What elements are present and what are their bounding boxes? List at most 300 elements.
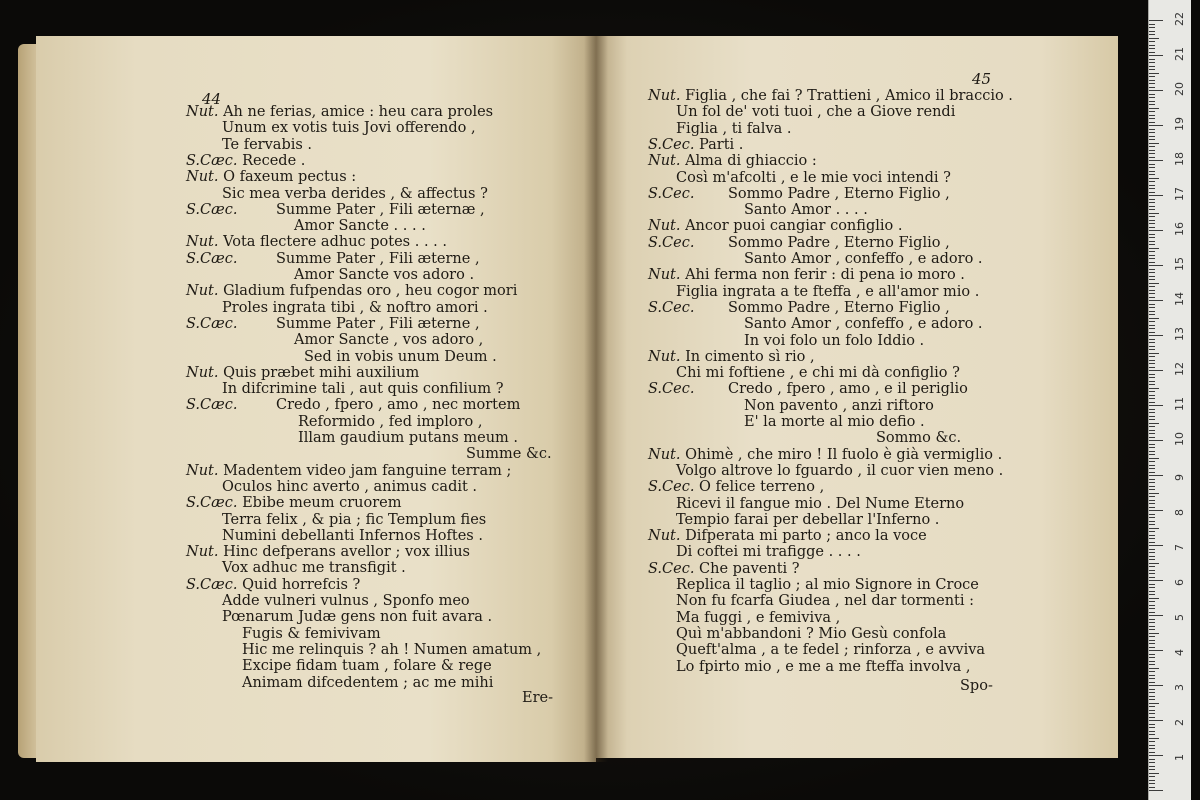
speaker-label: S.Cæc.	[186, 315, 238, 332]
ruler-tick	[1149, 416, 1155, 417]
text-line	[676, 104, 955, 121]
ruler-tick	[1149, 90, 1163, 91]
line-text: Quis præbet mihi auxilium	[223, 364, 420, 381]
ruler-tick	[1149, 500, 1155, 501]
ruler-tick	[1149, 514, 1155, 515]
text-line	[186, 234, 447, 251]
text-line	[222, 560, 406, 577]
ruler-label: 18	[1173, 152, 1186, 166]
line-text: Amor Sancte , vos adoro ,	[294, 332, 484, 349]
ruler-tick	[1149, 199, 1155, 200]
line-text: Sommo &c.	[876, 430, 962, 447]
ruler-tick	[1149, 237, 1155, 238]
ruler-tick	[1149, 524, 1155, 525]
ruler-label: 6	[1173, 579, 1186, 586]
text-line	[294, 267, 474, 284]
ruler-tick	[1149, 577, 1155, 578]
text-line	[186, 251, 480, 268]
line-text: Pœnarum Judæ gens non fuit avara .	[222, 609, 493, 626]
line-text: Credo , fpero , amo , e il periglio	[728, 381, 968, 398]
text-line	[186, 202, 485, 219]
text-line	[648, 349, 815, 366]
ruler-tick	[1149, 489, 1155, 490]
line-text: Ahi ferma non ferir : di pena io moro .	[685, 267, 965, 284]
ruler-tick	[1149, 766, 1155, 767]
ruler-tick	[1149, 503, 1155, 504]
ruler-tick	[1149, 535, 1155, 536]
ruler-tick	[1149, 34, 1155, 35]
text-line	[676, 577, 979, 594]
ruler-tick	[1149, 776, 1155, 777]
line-text: Santo Amor , confeffo , e adoro .	[744, 251, 983, 267]
text-line	[744, 251, 983, 268]
ruler-tick	[1149, 731, 1155, 732]
line-text: Volgo altrove lo fguardo , il cuor vien meno .	[676, 462, 1004, 479]
ruler-tick	[1149, 675, 1155, 676]
ruler-tick	[1149, 409, 1155, 410]
scale-ruler	[1148, 0, 1191, 800]
ruler-tick	[1149, 748, 1155, 749]
ruler-tick	[1149, 461, 1155, 462]
ruler-tick	[1149, 297, 1155, 298]
line-text: Quì m'abbandoni ? Mio Gesù confola	[676, 625, 947, 642]
text-line	[186, 463, 511, 480]
speaker-label: S.Cæc.	[186, 495, 243, 512]
ruler-tick	[1149, 433, 1155, 434]
text-line	[242, 658, 492, 675]
line-text: Santo Amor , confeffo , e adoro .	[744, 316, 983, 333]
ruler-tick	[1149, 738, 1159, 739]
ruler-tick	[1149, 601, 1155, 602]
ruler-tick	[1149, 682, 1155, 683]
ruler-label: 22	[1173, 12, 1186, 26]
line-text: Vox adhuc me transfigit .	[222, 560, 406, 577]
text-line	[744, 316, 983, 333]
line-text: Un fol de' voti tuoi , che a Giove rendi	[676, 104, 956, 121]
line-text: Ma fuggi , e femiviva ,	[676, 609, 841, 626]
ruler-tick	[1149, 24, 1155, 25]
line-text: Non pavento , anzi riftoro	[744, 397, 934, 414]
ruler-tick	[1149, 220, 1155, 221]
ruler-tick	[1149, 38, 1159, 39]
text-line	[186, 397, 520, 414]
ruler-tick	[1149, 290, 1155, 291]
book-gutter	[584, 36, 608, 762]
speaker-label: Nut.	[648, 153, 686, 170]
ruler-tick	[1149, 605, 1155, 606]
line-text: Figlia , che fai ? Trattieni , Amico il braccio .	[685, 88, 1013, 104]
ruler-tick	[1149, 566, 1155, 567]
line-text: Adde vulneri vulnus , Sponfo meo	[222, 593, 470, 609]
text-line	[676, 512, 939, 529]
ruler-tick	[1149, 741, 1155, 742]
ruler-tick	[1149, 234, 1155, 235]
line-text: E' la morte al mio defio .	[744, 414, 925, 430]
text-line	[222, 593, 470, 610]
ruler-tick	[1149, 619, 1155, 620]
text-line	[648, 186, 950, 203]
ruler-tick	[1149, 475, 1163, 476]
ruler-tick	[1149, 41, 1155, 42]
ruler-tick	[1149, 76, 1155, 77]
line-text: Di coftei mi trafigge . . . .	[676, 544, 861, 561]
line-text: Unum ex votis tuis Jovi offerendo ,	[222, 120, 476, 137]
ruler-label: 16	[1173, 222, 1186, 236]
line-text: Figlia ingrata a te fteffa , e all'amor mio .	[676, 283, 980, 300]
ruler-tick	[1149, 59, 1155, 60]
text-line	[648, 447, 1002, 464]
text-line	[676, 610, 840, 627]
line-text: Ebibe meum cruorem	[242, 495, 402, 512]
line-text: Amor Sancte . . . .	[294, 218, 426, 235]
ruler-tick	[1149, 570, 1155, 571]
ruler-tick	[1149, 101, 1155, 102]
speaker-label: S.Cec.	[648, 299, 695, 316]
ruler-tick	[1149, 181, 1155, 182]
line-text: Animam difcedentem ; ac me mihi	[242, 674, 494, 691]
ruler-tick	[1149, 122, 1155, 123]
line-text: Proles ingrata tibi , & noftro amori .	[222, 299, 488, 316]
ruler-tick	[1149, 94, 1155, 95]
ruler-tick	[1149, 647, 1155, 648]
text-line	[676, 284, 979, 301]
ruler-tick	[1149, 370, 1163, 371]
speaker-label: S.Cæc.	[186, 152, 243, 169]
ruler-tick	[1149, 146, 1155, 147]
ruler-tick	[1149, 594, 1155, 595]
page-number: 44	[202, 90, 222, 108]
ruler-tick	[1149, 342, 1155, 343]
ruler-tick	[1149, 419, 1155, 420]
speaker-label: S.Cec.	[648, 479, 700, 496]
line-text: Queft'alma , a te fedel ; rinforza , e avviva	[676, 642, 986, 659]
text-line	[222, 528, 483, 545]
text-line	[876, 430, 961, 447]
ruler-tick	[1149, 482, 1155, 483]
ruler-tick	[1149, 66, 1155, 67]
ruler-tick	[1149, 664, 1155, 665]
ruler-tick	[1149, 388, 1159, 389]
ruler-tick	[1149, 699, 1155, 700]
ruler-tick	[1149, 104, 1155, 105]
ruler-tick	[1149, 384, 1155, 385]
ruler-tick	[1149, 773, 1159, 774]
ruler-label: 14	[1173, 292, 1186, 306]
line-text: Parti .	[699, 136, 744, 153]
ruler-tick	[1149, 552, 1155, 553]
ruler-tick	[1149, 517, 1155, 518]
ruler-tick	[1149, 447, 1155, 448]
text-line	[186, 544, 470, 561]
text-line	[648, 153, 817, 170]
ruler-tick	[1149, 398, 1155, 399]
ruler-tick	[1149, 710, 1155, 711]
ruler-label: 2	[1173, 719, 1186, 726]
speaker-label: Nut.	[648, 446, 686, 463]
text-line	[676, 626, 946, 643]
ruler-tick	[1149, 209, 1155, 210]
ruler-tick	[1149, 787, 1155, 788]
text-line	[676, 659, 971, 676]
line-text: In cimento sì rio ,	[685, 348, 815, 365]
line-text: Summe Pater , Fili æterne ,	[276, 315, 480, 332]
text-line	[294, 218, 426, 235]
ruler-tick	[1149, 479, 1155, 480]
line-text: Tempio farai per debellar l'Inferno .	[676, 511, 940, 528]
ruler-tick	[1149, 87, 1155, 88]
catchword: Ere-	[522, 690, 553, 706]
line-text: Ah ne ferias, amice : heu cara proles	[223, 104, 494, 120]
ruler-tick	[1149, 717, 1155, 718]
ruler-tick	[1149, 276, 1155, 277]
speaker-label: Nut.	[648, 528, 686, 545]
line-text: Difperata mi parto ; anco la voce	[685, 528, 927, 545]
ruler-tick	[1149, 640, 1155, 641]
catchword: Spo-	[960, 678, 993, 694]
ruler-tick	[1149, 136, 1155, 137]
line-text: Chi mi foftiene , e chi mi dà configlio ?	[676, 365, 960, 382]
text-line	[242, 642, 541, 659]
line-text: Fugis & femivivam	[242, 625, 381, 642]
line-text: O faxeum pectus :	[223, 169, 357, 186]
ruler-tick	[1149, 608, 1155, 609]
text-line	[466, 446, 552, 463]
ruler-tick	[1149, 115, 1155, 116]
line-text: Così m'afcolti , e le mie voci intendi ?	[676, 169, 951, 186]
ruler-label: 9	[1173, 474, 1186, 481]
ruler-tick	[1149, 783, 1155, 784]
ruler-tick	[1149, 437, 1155, 438]
ruler-label: 5	[1173, 614, 1186, 621]
line-text: Amor Sancte vos adoro .	[294, 267, 475, 283]
ruler-tick	[1149, 111, 1155, 112]
speaker-label: Nut.	[648, 218, 686, 235]
text-line	[222, 512, 486, 529]
ruler-tick	[1149, 381, 1155, 382]
ruler-tick	[1149, 129, 1155, 130]
ruler-tick	[1149, 559, 1155, 560]
ruler-tick	[1149, 636, 1155, 637]
ruler-tick	[1149, 255, 1155, 256]
text-line	[744, 202, 868, 219]
ruler-tick	[1149, 328, 1155, 329]
ruler-tick	[1149, 458, 1159, 459]
ruler-tick	[1149, 69, 1155, 70]
ruler-label: 13	[1173, 327, 1186, 341]
text-line	[648, 381, 968, 398]
ruler-tick	[1149, 496, 1155, 497]
line-text: Te fervabis .	[222, 136, 313, 153]
line-text: Excipe fidam tuam , folare & rege	[242, 658, 492, 675]
ruler-tick	[1149, 272, 1155, 273]
ruler-tick	[1149, 556, 1155, 557]
line-text: Replica il taglio ; al mio Signore in Croce	[676, 577, 979, 593]
ruler-tick	[1149, 563, 1159, 564]
line-text: Hinc defperans avellor ; vox illius	[223, 544, 470, 561]
ruler-tick	[1149, 139, 1155, 140]
line-text: Non fu fcarfa Giudea , nel dar tormenti :	[676, 593, 975, 610]
ruler-tick	[1149, 587, 1155, 588]
ruler-tick	[1149, 279, 1155, 280]
ruler-tick	[1149, 444, 1155, 445]
text-line	[222, 137, 312, 154]
ruler-label: 21	[1173, 47, 1186, 61]
line-text: Recede .	[242, 152, 306, 169]
right-page	[596, 36, 1118, 758]
ruler-tick	[1149, 591, 1155, 592]
ruler-tick	[1149, 174, 1155, 175]
ruler-tick	[1149, 615, 1163, 616]
ruler-tick	[1149, 626, 1155, 627]
ruler-tick	[1149, 426, 1155, 427]
ruler-tick	[1149, 167, 1155, 168]
ruler-tick	[1149, 629, 1155, 630]
ruler-tick	[1149, 55, 1163, 56]
ruler-tick	[1149, 304, 1155, 305]
ruler-tick	[1149, 510, 1163, 511]
ruler-tick	[1149, 241, 1155, 242]
text-line	[222, 381, 503, 398]
text-line	[676, 365, 960, 382]
text-line	[648, 88, 1013, 105]
speaker-label: Nut.	[186, 104, 224, 120]
ruler-tick	[1149, 412, 1155, 413]
line-text: Quid horrefcis ?	[242, 576, 361, 593]
speaker-label: S.Cec.	[648, 136, 700, 153]
ruler-tick	[1149, 678, 1155, 679]
text-line	[222, 479, 477, 496]
ruler-tick	[1149, 538, 1155, 539]
text-line	[222, 186, 488, 203]
ruler-tick	[1149, 598, 1159, 599]
line-text: Alma di ghiaccio :	[685, 153, 817, 170]
ruler-tick	[1149, 549, 1155, 550]
line-text: Sic mea verba derides , & affectus ?	[222, 185, 488, 202]
ruler-tick	[1149, 356, 1155, 357]
left-page	[36, 36, 596, 762]
text-line	[648, 235, 950, 252]
ruler-label: 19	[1173, 117, 1186, 131]
line-text: Credo , fpero , amo , nec mortem	[276, 397, 521, 414]
text-line	[186, 283, 517, 300]
ruler-tick	[1149, 468, 1155, 469]
ruler-tick	[1149, 171, 1155, 172]
speaker-label: S.Cæc.	[186, 250, 238, 267]
ruler-tick	[1149, 622, 1155, 623]
ruler-tick	[1149, 314, 1155, 315]
ruler-tick	[1149, 402, 1155, 403]
ruler-tick	[1149, 188, 1155, 189]
ruler-tick	[1149, 125, 1163, 126]
ruler-tick	[1149, 339, 1155, 340]
ruler-tick	[1149, 269, 1155, 270]
text-line	[648, 300, 950, 317]
text-line	[676, 463, 1003, 480]
text-line	[298, 430, 518, 447]
line-text: Ricevi il fangue mio . Del Nume Eterno	[676, 495, 965, 512]
ruler-tick	[1149, 31, 1155, 32]
page-number: 45	[972, 70, 992, 88]
ruler-tick	[1149, 178, 1159, 179]
ruler-tick	[1149, 692, 1155, 693]
ruler-tick	[1149, 685, 1163, 686]
ruler-tick	[1149, 759, 1155, 760]
ruler-tick	[1149, 762, 1155, 763]
ruler-tick	[1149, 363, 1155, 364]
line-text: Sommo Padre , Eterno Figlio ,	[728, 234, 950, 251]
line-text: Vota flectere adhuc potes . . . .	[223, 234, 447, 251]
ruler-tick	[1149, 643, 1155, 644]
line-text: Madentem video jam fanguine terram ;	[223, 462, 512, 479]
ruler-tick	[1149, 752, 1155, 753]
ruler-tick	[1149, 696, 1155, 697]
ruler-tick	[1149, 360, 1155, 361]
ruler-tick	[1149, 311, 1155, 312]
line-text: Che paventi ?	[699, 560, 800, 577]
ruler-tick	[1149, 335, 1163, 336]
ruler-label: 11	[1173, 397, 1186, 411]
ruler-tick	[1149, 391, 1155, 392]
speaker-label: Nut.	[186, 364, 224, 381]
text-line	[676, 121, 792, 138]
ruler-tick	[1149, 202, 1155, 203]
ruler-tick	[1149, 755, 1163, 756]
text-line	[186, 365, 419, 382]
line-text: Reformido , fed imploro ,	[298, 413, 483, 430]
ruler-label: 8	[1173, 509, 1186, 516]
ruler-tick	[1149, 377, 1155, 378]
ruler-tick	[1149, 454, 1155, 455]
speaker-label: S.Cæc.	[186, 576, 243, 593]
ruler-tick	[1149, 430, 1155, 431]
ruler-tick	[1149, 325, 1155, 326]
line-text: Ancor puoi cangiar configlio .	[685, 218, 903, 235]
ruler-tick	[1149, 118, 1155, 119]
text-line	[648, 561, 800, 578]
text-line	[676, 593, 974, 610]
line-text: Illam gaudium putans meum .	[298, 430, 519, 446]
ruler-tick	[1149, 654, 1155, 655]
text-line	[648, 218, 902, 235]
ruler-label: 3	[1173, 684, 1186, 691]
line-text: Numini debellanti Infernos Hoftes .	[222, 527, 483, 544]
speaker-label: S.Cec.	[648, 381, 695, 398]
ruler-tick	[1149, 486, 1155, 487]
ruler-tick	[1149, 164, 1155, 165]
speaker-label: S.Cec.	[648, 185, 695, 202]
line-text: In voi folo un folo Iddio .	[744, 332, 925, 349]
ruler-tick	[1149, 227, 1155, 228]
ruler-tick	[1149, 265, 1163, 266]
ruler-tick	[1149, 521, 1155, 522]
text-line	[186, 153, 305, 170]
ruler-tick	[1149, 153, 1155, 154]
text-line	[222, 609, 492, 626]
ruler-tick	[1149, 300, 1163, 301]
ruler-tick	[1149, 706, 1155, 707]
ruler-tick	[1149, 20, 1163, 21]
ruler-tick	[1149, 689, 1155, 690]
line-text: Summe Pater , Fili æternæ ,	[276, 201, 485, 218]
ruler-tick	[1149, 185, 1155, 186]
ruler-tick	[1149, 73, 1159, 74]
speaker-label: S.Cæc.	[186, 397, 238, 414]
text-line	[186, 495, 401, 512]
ruler-tick	[1149, 440, 1163, 441]
ruler-tick	[1149, 195, 1163, 196]
ruler-tick	[1149, 395, 1155, 396]
ruler-tick	[1149, 584, 1155, 585]
